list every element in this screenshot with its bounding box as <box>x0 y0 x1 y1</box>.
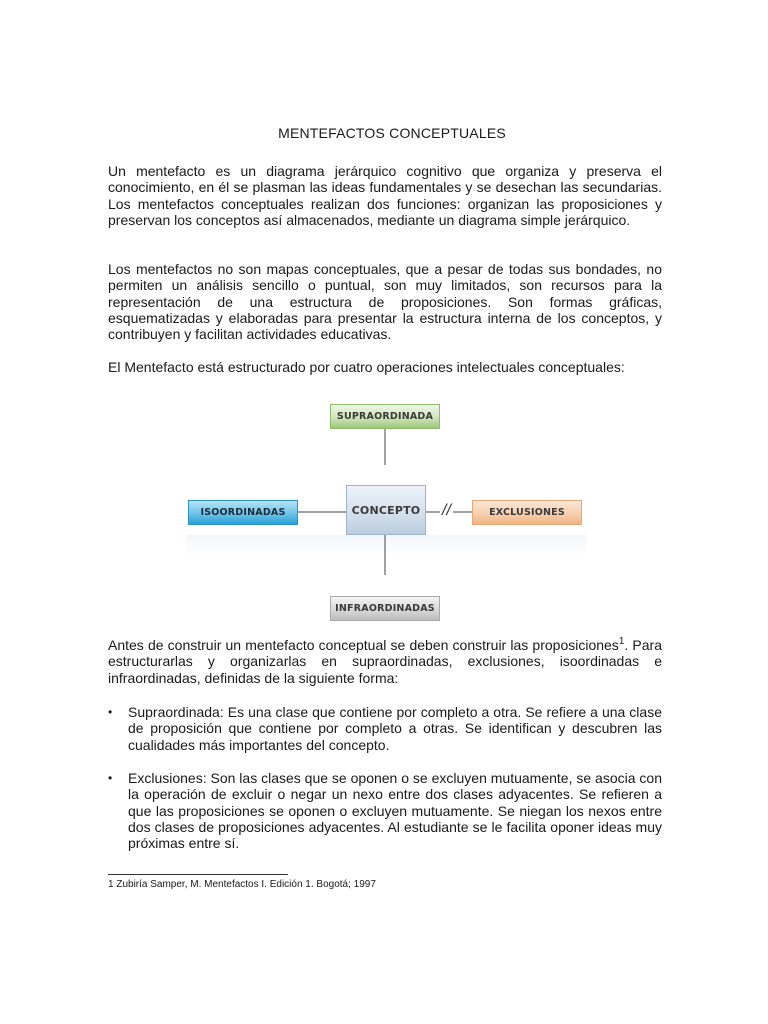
paragraph-propositions-text: Antes de construir un mentefacto conceptual se deben construir las proposiciones <box>108 637 619 653</box>
list-item <box>108 770 662 851</box>
paragraph-propositions-continuation: . Para estructurarlas y organizarlas en supraordinadas, exclusiones, isoordinadas e infraordinadas, definidas de la siguiente forma: <box>108 637 662 686</box>
paragraph-structure-intro: El Mentefacto está estructurado por cuatro operaciones intelectuales conceptuales: <box>108 359 625 375</box>
footnote-reference[interactable]: 1 <box>618 636 625 647</box>
paragraph-definition: Un mentefacto es un diagrama jerárquico cognitivo que organiza y preserva el conocimiento, en él se plasman las ideas fundamentales y se desechan las secundarias. Los mentefactos conceptuales realizan dos funciones: organizan las proposiciones y preservan los conceptos así almacenados, mediante un diagrama simple jerárquico. <box>108 163 662 228</box>
paragraph-comparison: Los mentefactos no son mapas conceptuales, que a pesar de todas sus bondades, no permiten un análisis sencillo o puntual, son muy limitados, son recursos para la representación de una estructura de proposiciones. Son formas gráficas, esquematizadas y elaboradas para presentar la estructura interna de los conceptos, y contribuyen y facilitan actividades educativas. <box>108 261 662 343</box>
list-item <box>108 704 662 753</box>
mentefacto-diagram <box>186 400 586 625</box>
box-supraordinada: SUPRAORDINADA <box>330 404 440 429</box>
box-exclusiones: EXCLUSIONES <box>472 500 582 525</box>
box-concepto: CONCEPTO <box>346 485 426 535</box>
bullet-marker: • <box>108 705 113 719</box>
box-isoordinadas: ISOORDINADAS <box>188 500 298 525</box>
footnote-separator <box>108 874 288 875</box>
list-item-text: Supraordinada: Es una clase que contiene por completo a otra. Se refiere a una clase de proposición que contiene por completo a otras. Se identifican y descubren las cualidades más importantes del concepto. <box>128 704 662 753</box>
exclusion-marker: // <box>440 500 453 522</box>
bullet-marker: • <box>108 771 113 785</box>
paragraph-propositions <box>108 637 662 686</box>
box-infraordinadas: INFRAORDINADAS <box>330 596 440 621</box>
page-title: MENTEFACTOS CONCEPTUALES <box>278 125 506 141</box>
list-item-text: Exclusiones: Son las clases que se oponen o se excluyen mutuamente, se asocia con la operación de excluir o negar un nexo entre dos clases adyacentes. Se refieren a que las proposiciones se oponen o excluyen mutuamente. Se niegan los nexos entre dos clases de proposiciones adyacentes. Al estudiante se le facilita oponer ideas muy próximas entre sí. <box>128 770 662 852</box>
footnote: 1 Zubiría Samper, M. Mentefactos I. Edición 1. Bogotá; 1997 <box>108 879 376 890</box>
